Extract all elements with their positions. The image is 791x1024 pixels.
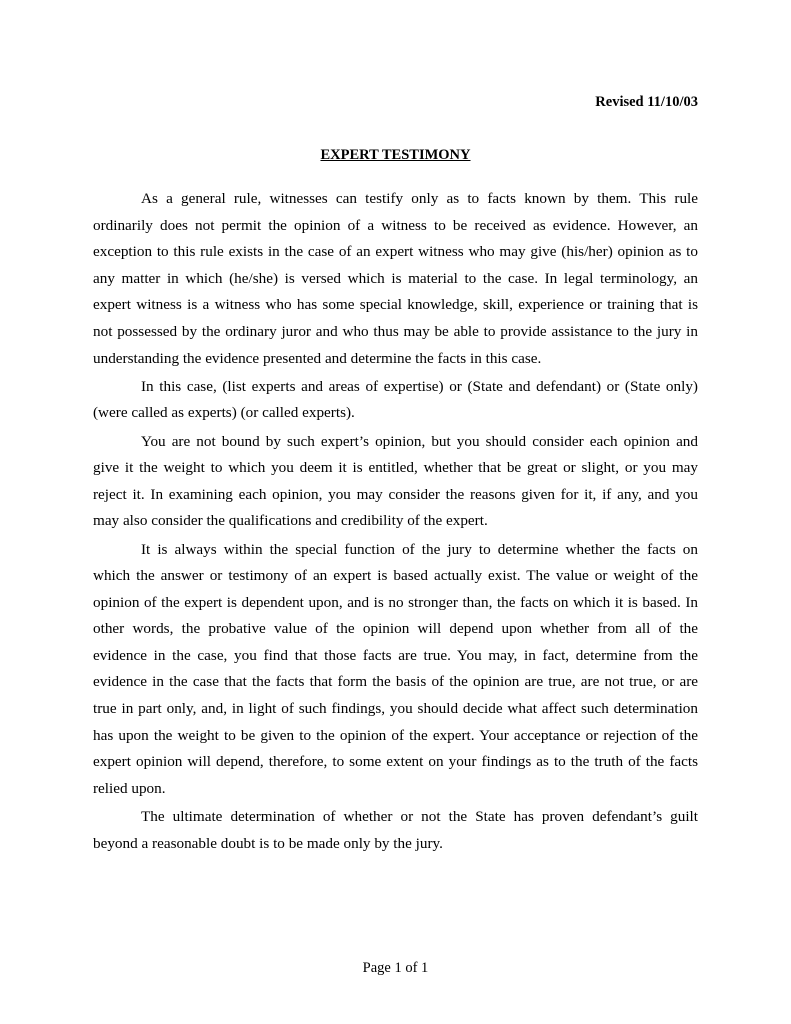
text-line: evidence in the case that the facts that form the basis of the opinion are true, are not true, or are: [93, 673, 698, 691]
text-line: may also consider the qualifications and credibility of the expert.: [93, 512, 488, 530]
text-line: give it the weight to which you deem it is entitled, whether that be great or slight, or you may: [93, 459, 698, 477]
text-line: In this case, (list experts and areas of expertise) or (State and defendant) or (State only): [141, 377, 698, 395]
text-line: understanding the evidence presented and determine the facts in this case.: [93, 349, 542, 367]
text-line: not possessed by the ordinary juror and who thus may be able to provide assistance to the jury in: [93, 322, 698, 340]
paragraph: [93, 374, 698, 427]
text-line: evidence in the case, you find that those facts are true. You may, in fact, determine from the: [93, 646, 698, 664]
text-line: opinion of the expert is dependent upon, and is no stronger than, the facts on which it is based. In: [93, 593, 698, 611]
text-line: ordinarily does not permit the opinion of a witness to be received as evidence. However, an: [93, 216, 698, 234]
paragraph: [93, 537, 698, 803]
text-line: has upon the weight to be given to the opinion of the expert. Your acceptance or rejection of the: [93, 726, 698, 744]
text-line: (were called as experts) (or called experts).: [93, 404, 355, 422]
text-line: beyond a reasonable doubt is to be made only by the jury.: [93, 834, 443, 852]
document-title: EXPERT TESTIMONY: [320, 147, 471, 163]
text-line: exception to this rule exists in the case of an expert witness who may give (his/her) opinion as to: [93, 243, 698, 261]
revision-date: Revised 11/10/03: [595, 94, 698, 110]
text-line: expert witness is a witness who has some special knowledge, skill, experience or training that is: [93, 296, 698, 314]
text-line: The ultimate determination of whether or not the State has proven defendant’s guilt: [141, 808, 698, 826]
paragraph: [93, 186, 698, 372]
text-line: true in part only, and, in light of such findings, you should decide what affect such determination: [93, 700, 698, 718]
document-body: [93, 186, 698, 859]
text-line: any matter in which (he/she) is versed which is material to the case. In legal terminology, an: [93, 269, 698, 287]
text-line: You are not bound by such expert’s opinion, but you should consider each opinion and: [141, 432, 698, 450]
text-line: other words, the probative value of the opinion will depend upon whether from all of the: [93, 620, 698, 638]
paragraph: [93, 429, 698, 535]
paragraph: [93, 804, 698, 857]
text-line: relied upon.: [93, 779, 166, 797]
page-number: Page 1 of 1: [362, 960, 429, 976]
text-line: It is always within the special function of the jury to determine whether the facts on: [141, 540, 698, 558]
text-line: which the answer or testimony of an expert is based actually exist. The value or weight of the: [93, 567, 698, 585]
text-line: As a general rule, witnesses can testify only as to facts known by them. This rule: [141, 190, 698, 207]
text-line: reject it. In examining each opinion, you may consider the reasons given for it, if any, and you: [93, 485, 698, 503]
text-line: expert opinion will depend, therefore, to some extent on your findings as to the truth of the facts: [93, 753, 698, 771]
